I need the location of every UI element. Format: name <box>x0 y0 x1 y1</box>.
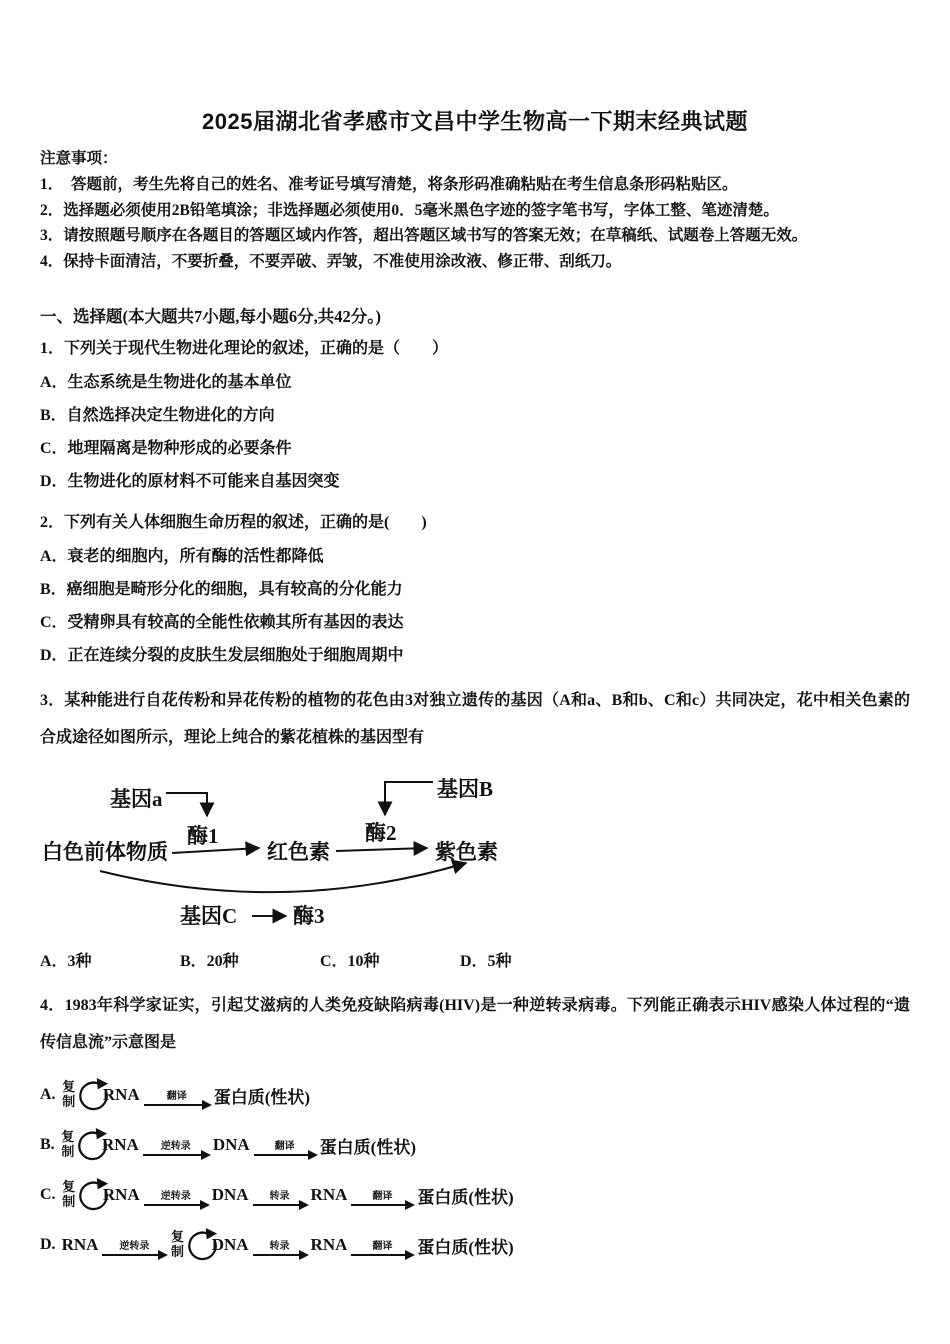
replication-label: 复制 <box>62 1179 76 1209</box>
question-4-option-diagrams <box>40 1073 910 1267</box>
molecule-node: DNA <box>212 1135 250 1154</box>
white-precursor-label: 白色前体物质 <box>42 840 168 864</box>
process-label: 翻译 <box>372 1240 393 1252</box>
replication-label: 复制 <box>61 1129 75 1159</box>
option-letter: A. <box>40 1086 56 1103</box>
molecule-node: RNA <box>101 1135 139 1154</box>
process-label: 翻译 <box>274 1140 295 1152</box>
process-arrow <box>253 1191 307 1206</box>
question-3-stem: 3．某种能进行自花传粉和异花传粉的植物的花色由3对独立遗传的基因（A和a、B和b、C和c）共同决定，花中相关色素的合成途径如图所示，理论上纯合的紫花植株的基因型有 <box>40 692 910 746</box>
molecule-node: RNA <box>61 1235 99 1254</box>
question-1-option-d: D．生物进化的原材料不可能来自基因突变 <box>40 473 340 490</box>
arrow-shaft <box>253 1254 307 1256</box>
question-3-option-c: C．10种 <box>320 953 380 970</box>
option-letter: D. <box>40 1236 56 1253</box>
question-1-option-b: B．自然选择决定生物进化的方向 <box>40 407 275 424</box>
molecule-node: 蛋白质(性状) <box>417 1187 514 1207</box>
option-letter: C. <box>40 1186 56 1203</box>
process-arrow <box>102 1241 166 1256</box>
arrow-shaft <box>351 1204 413 1206</box>
arrow-shaft <box>102 1254 166 1256</box>
molecule-node: RNA <box>310 1235 348 1254</box>
process-label: 逆转录 <box>119 1240 150 1252</box>
question-2-option-c: C．受精卵具有较高的全能性依赖其所有基因的表达 <box>40 614 404 631</box>
option-letter: B. <box>40 1136 55 1153</box>
arrow-shaft <box>143 1154 209 1156</box>
notice-item: 3．请按照题号顺序在各题目的答题区域内作答，超出答题区域书写的答案无效；在草稿纸、试题卷上答题无效。 <box>40 227 808 244</box>
question-4-option-a <box>40 1073 910 1117</box>
molecule-node: DNA <box>211 1185 249 1204</box>
question-2-option-a: A．衰老的细胞内，所有酶的活性都降低 <box>40 548 324 565</box>
molecule-node: 蛋白质(性状) <box>213 1087 311 1107</box>
section-heading-multiple-choice: 一、选择题(本大题共7小题,每小题6分,共42分。) <box>40 307 381 326</box>
arrow-shaft <box>144 1104 210 1106</box>
arrow-shaft <box>254 1154 316 1156</box>
arrow-shaft <box>144 1204 208 1206</box>
notice-item: 4．保持卡面清洁，不要折叠，不要弄破、弄皱，不准使用涂改液、修正带、刮纸刀。 <box>40 252 622 270</box>
process-arrow <box>143 1141 209 1156</box>
question-3-option-d: D．5种 <box>460 953 512 970</box>
arrow-shaft <box>351 1254 413 1256</box>
question-3-option-b: B．20种 <box>180 953 239 970</box>
process-arrow <box>144 1191 208 1206</box>
replication-label: 复制 <box>62 1079 76 1109</box>
gene-b-label: 基因B <box>437 777 494 801</box>
question-2-option-d: D．正在连续分裂的皮肤生发层细胞处于细胞周期中 <box>40 647 404 664</box>
question-1-option-a: A．生态系统是生物进化的基本单位 <box>40 374 292 391</box>
enzyme-2-label: 酶2 <box>365 821 397 845</box>
process-arrow <box>254 1141 316 1156</box>
question-2-option-b: B．癌细胞是畸形分化的细胞，具有较高的分化能力 <box>40 581 403 598</box>
question-3-option-a: A．3种 <box>40 953 92 970</box>
notice-heading: 注意事项： <box>40 150 118 167</box>
molecule-node: RNA <box>102 1085 140 1104</box>
molecule-node: 蛋白质(性状) <box>417 1237 514 1257</box>
question-3-options-row <box>40 948 910 971</box>
notice-section <box>40 146 910 274</box>
enzyme-3-label: 酶3 <box>293 904 325 928</box>
red-pigment-label: 红色素 <box>267 840 330 864</box>
process-label: 翻译 <box>372 1190 393 1202</box>
molecule-node: RNA <box>102 1185 140 1204</box>
molecule-node: 蛋白质(性状) <box>319 1137 416 1157</box>
molecule-node: DNA <box>211 1235 249 1254</box>
process-label: 转录 <box>269 1240 290 1252</box>
gene-c-label: 基因C <box>180 904 238 928</box>
process-label: 逆转录 <box>160 1140 191 1152</box>
pigment-synthesis-pathway-diagram <box>40 762 570 934</box>
question-4-option-c <box>40 1173 910 1217</box>
purple-pigment-label: 紫色素 <box>435 840 498 864</box>
molecule-node: RNA <box>310 1185 348 1204</box>
replication-label: 复制 <box>171 1229 185 1259</box>
question-4-stem: 4．1983年科学家证实，引起艾滋病的人类免疫缺陷病毒(HIV)是一种逆转录病毒。下列能正确表示HIV感染人体过程的“遗传信息流”示意图是 <box>40 997 910 1051</box>
process-label: 逆转录 <box>160 1190 191 1202</box>
question-1-stem: 1．下列关于现代生物进化理论的叙述，正确的是（ ） <box>40 340 449 357</box>
arrow-shaft <box>253 1204 307 1206</box>
enzyme-1-label: 酶1 <box>187 824 219 848</box>
question-4-option-b <box>40 1123 910 1167</box>
process-label: 翻译 <box>166 1090 187 1102</box>
notice-item: 1． 答题前，考生先将自己的姓名、准考证号填写清楚，将条形码准确粘贴在考生信息条形码粘贴区。 <box>40 176 738 193</box>
process-arrow <box>351 1191 413 1206</box>
question-4-option-d <box>40 1223 910 1267</box>
process-arrow <box>253 1241 307 1256</box>
question-2-stem: 2．下列有关人体细胞生命历程的叙述，正确的是( ) <box>40 514 427 531</box>
process-arrow <box>351 1241 413 1256</box>
process-arrow <box>144 1091 210 1106</box>
question-1-option-c: C．地理隔离是物种形成的必要条件 <box>40 440 292 457</box>
page-title: 2025届湖北省孝感市文昌中学生物高一下期末经典试题 <box>202 109 748 134</box>
notice-item: 2．选择题必须使用2B铅笔填涂；非选择题必须使用0．5毫米黑色字迹的签字笔书写，字体工整、笔迹清楚。 <box>40 201 779 219</box>
gene-a-label: 基因a <box>110 787 163 811</box>
process-label: 转录 <box>269 1190 290 1202</box>
